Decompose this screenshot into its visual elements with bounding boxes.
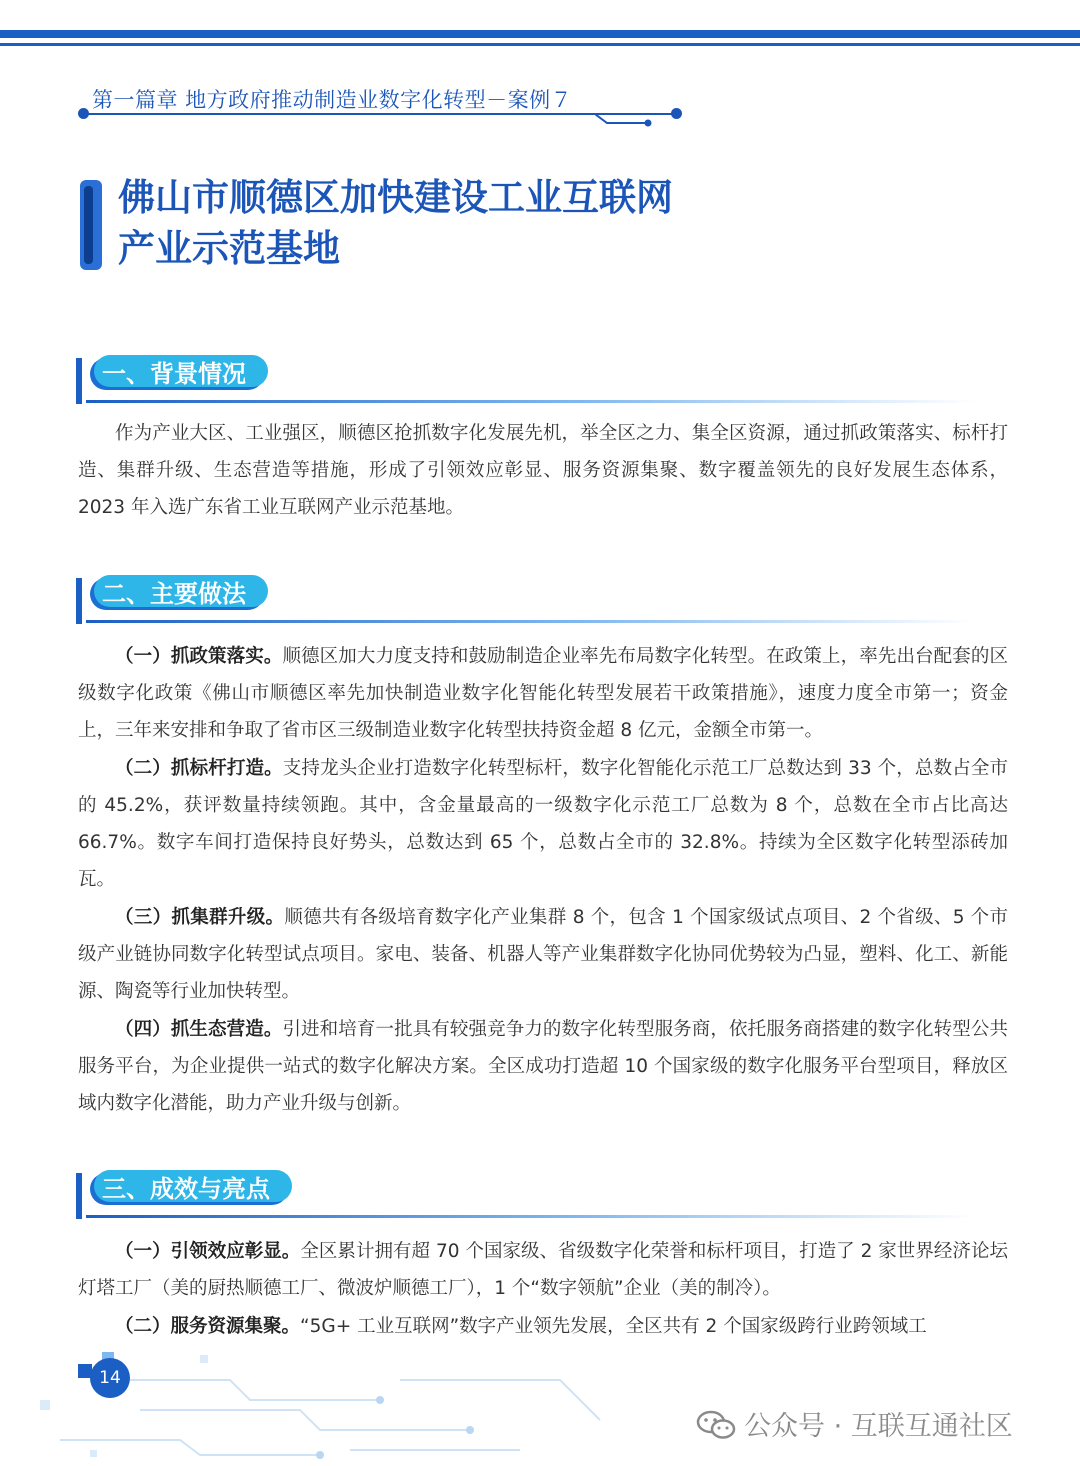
top-decor-band (0, 30, 1080, 38)
section-heading-bar (76, 578, 82, 624)
wechat-icon (696, 1410, 736, 1440)
watermark (696, 1404, 1013, 1443)
paragraph-ecosystem (78, 1011, 1008, 1122)
paragraph-leading-effect (78, 1233, 1008, 1307)
section-heading-label: 二、主要做法 (90, 578, 264, 610)
paragraph-text: “5G+ 工业互联网”数字产业领先发展，全区共有 2 个国家级跨行业跨领域工 (300, 1316, 927, 1337)
paragraph-lead: （二）抓标杆打造。 (115, 758, 283, 779)
page-title-line-2: 产业示范基地 (118, 227, 340, 270)
section-heading-rule (86, 400, 976, 403)
page-title-line-1: 佛山市顺德区加快建设工业互联网 (118, 176, 673, 219)
paragraph-background (78, 415, 1008, 526)
top-decor-band-thin (0, 43, 1080, 46)
page-number: 14 (90, 1358, 130, 1398)
section-heading-label: 一、背景情况 (90, 358, 264, 390)
watermark-text: 公众号 · 互联互通社区 (744, 1411, 1013, 1442)
section-heading-bar (76, 358, 82, 404)
paragraph-text: 引进和培育一批具有较强竞争力的数字化转型服务商，依托服务商搭建的数字化转型公共服务平台，为企业提供一站式的数字化解决方案。全区成功打造超 10 个国家级的数字化服务平台型项目，释放区域内数字化潜能，助力产业升级与创新。 (78, 1019, 1008, 1114)
section-heading-label: 三、成效与亮点 (90, 1173, 288, 1205)
paragraph-text: 顺德区加大力度支持和鼓励制造企业率先布局数字化转型。在政策上，率先出台配套的区级数字化政策《佛山市顺德区率先加快制造业数字化智能化转型发展若干政策措施》，速度力度全市第一；资金上，三年来安排和争取了省市区三级制造业数字化转型扶持资金超 8 亿元，金额全市第一。 (78, 646, 1008, 741)
paragraph-lead: （三）抓集群升级。 (115, 907, 285, 928)
paragraph-lead: （二）服务资源集聚。 (115, 1316, 301, 1337)
paragraph-benchmark (78, 750, 1008, 898)
paragraph-cluster (78, 899, 1008, 1010)
title-accent-bar-inner (84, 186, 93, 264)
section-heading-bar (76, 1173, 82, 1219)
paragraph-lead: （四）抓生态营造。 (115, 1019, 283, 1040)
chapter-circuit-decor (595, 113, 655, 129)
paragraph-lead: （一）引领效应彰显。 (115, 1241, 301, 1262)
page-title (118, 172, 818, 274)
section-heading-1 (76, 358, 976, 404)
chapter-header: 第一篇章 地方政府推动制造业数字化转型－案例７ (92, 88, 573, 112)
section-heading-rule (86, 620, 976, 623)
section-heading-2 (76, 578, 976, 624)
section-heading-3 (76, 1173, 976, 1219)
paragraph-lead: （一）抓政策落实。 (115, 646, 283, 667)
paragraph-policy (78, 638, 1008, 749)
chapter-line-dot-right (671, 108, 682, 119)
paragraph-text: 顺德共有各级培育数字化产业集群 8 个，包含 1 个国家级试点项目、2 个省级、5 个市级产业链协同数字化转型试点项目。家电、装备、机器人等产业集群数字化协同优势较为凸显，塑料、化工、新能源、陶瓷等行业加快转型。 (78, 907, 1008, 1002)
paragraph-text: 作为产业大区、工业强区，顺德区抢抓数字化发展先机，举全区之力、集全区资源，通过抓政策落实、标杆打造、集群升级、生态营造等措施，形成了引领效应彰显、服务资源集聚、数字覆盖领先的良好发展生态体系，2023 年入选广东省工业互联网产业示范基地。 (78, 423, 1008, 518)
paragraph-text: 全区累计拥有超 70 个国家级、省级数字化荣誉和标杆项目，打造了 2 家世界经济论坛灯塔工厂（美的厨热顺德工厂、微波炉顺德工厂），1 个“数字领航”企业（美的制冷）。 (78, 1241, 1008, 1299)
chapter-line (82, 113, 676, 115)
paragraph-text: 支持龙头企业打造数字化转型标杆，数字化智能化示范工厂总数达到 33 个，总数占全市的 45.2%，获评数量持续领跑。其中，含金量最高的一级数字化示范工厂总数为 8 个，总数在全市占比高达 66.7%。数字车间打造保持良好势头，总数达到 65 个，总数占全市的 32.8%。持续为全区数字化转型添砖加瓦。 (78, 758, 1008, 890)
section-heading-rule (86, 1215, 976, 1218)
